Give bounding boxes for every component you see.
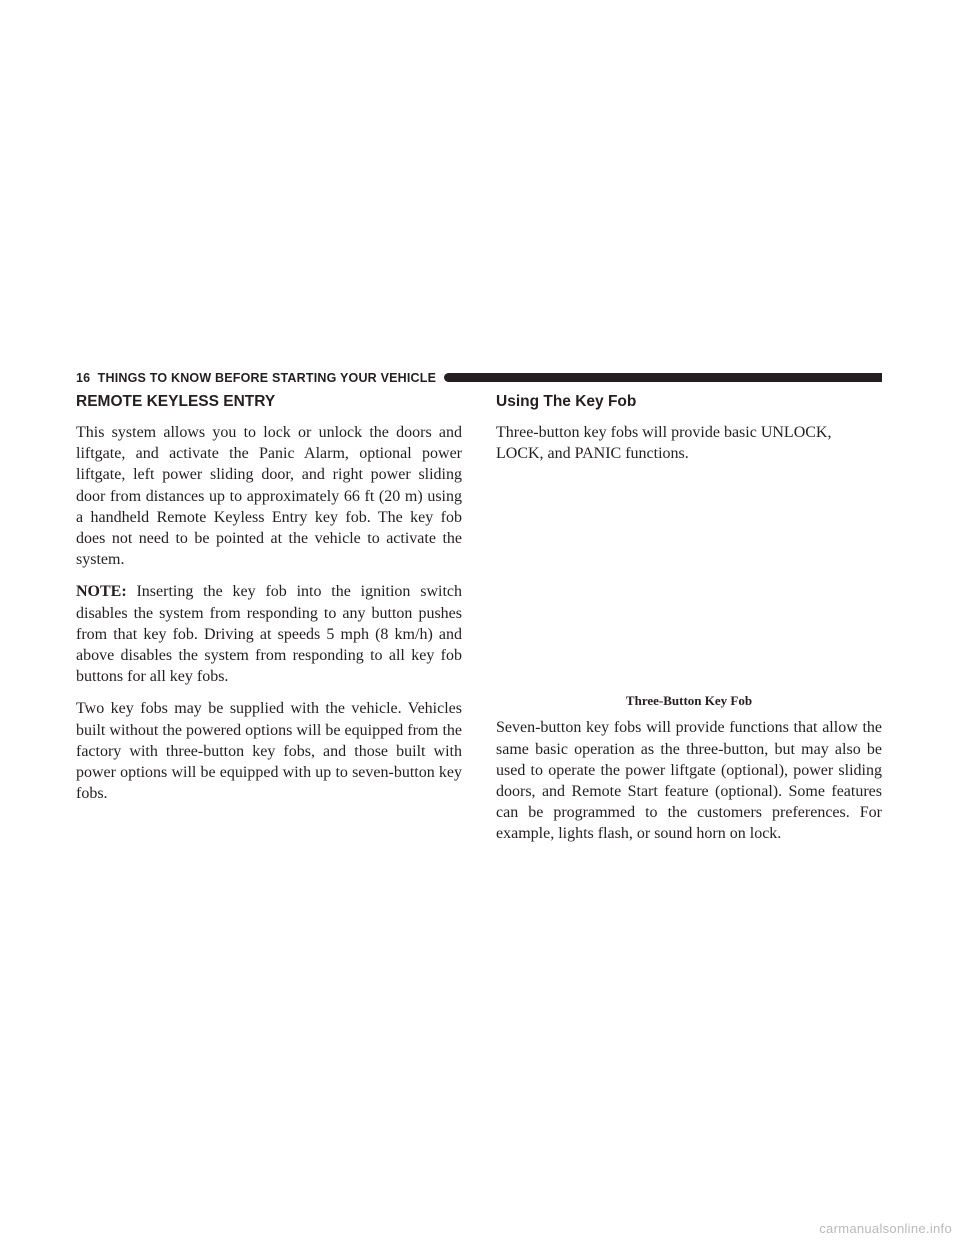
key-fobs-paragraph: Two key fobs may be supplied with the vehicle. Vehicles built without the powered options will be equipped from the factory with three-button key fobs, and those built with power options will be equipped with up to seven-button key fobs. xyxy=(76,700,462,803)
figure-caption: Three-Button Key Fob xyxy=(625,693,753,709)
section-title: THINGS TO KNOW BEFORE STARTING YOUR VEHICLE xyxy=(97,371,437,385)
three-button-paragraph: Three-button key fobs will provide basic UNLOCK, LOCK, and PANIC functions. xyxy=(496,424,832,463)
page-header xyxy=(76,371,882,385)
seven-button-paragraph: Seven-button key fobs will provide functions that allow the same basic operation as the three-button, but may also be used to operate the power liftgate (optional), power sliding doors, and Remote Start feature (optional). Some features can be programmed to the customers preferences. For example, lights flash, or sound horn on lock. xyxy=(496,719,882,843)
note-label: NOTE: xyxy=(76,583,127,601)
header-text xyxy=(76,371,436,385)
left-column xyxy=(76,393,462,815)
using-key-fob-heading: Using The Key Fob xyxy=(496,393,637,410)
watermark: carmanualsonline.info xyxy=(819,1221,952,1236)
right-column xyxy=(496,393,882,856)
note-paragraph xyxy=(76,581,462,687)
note-text: Inserting the key fob into the ignition switch disables the system from responding to any button pushes from that key fob. Driving at speeds 5 mph (8 km/h) and above disables the system from responding to all key fob buttons for all key fobs. xyxy=(76,583,462,686)
header-rule-bar xyxy=(444,373,882,382)
key-fob-figure xyxy=(496,475,882,693)
page-number: 16 xyxy=(76,371,91,385)
remote-keyless-entry-heading: REMOTE KEYLESS ENTRY xyxy=(76,393,276,410)
intro-paragraph: This system allows you to lock or unlock the doors and liftgate, and activate the Panic Alarm, optional power liftgate, left power sliding door, and right power sliding door from distances up to approximately 66 ft (20 m) using a handheld Remote Keyless Entry key fob. The key fob does not need to be pointed at the vehicle to activate the system. xyxy=(76,424,462,569)
